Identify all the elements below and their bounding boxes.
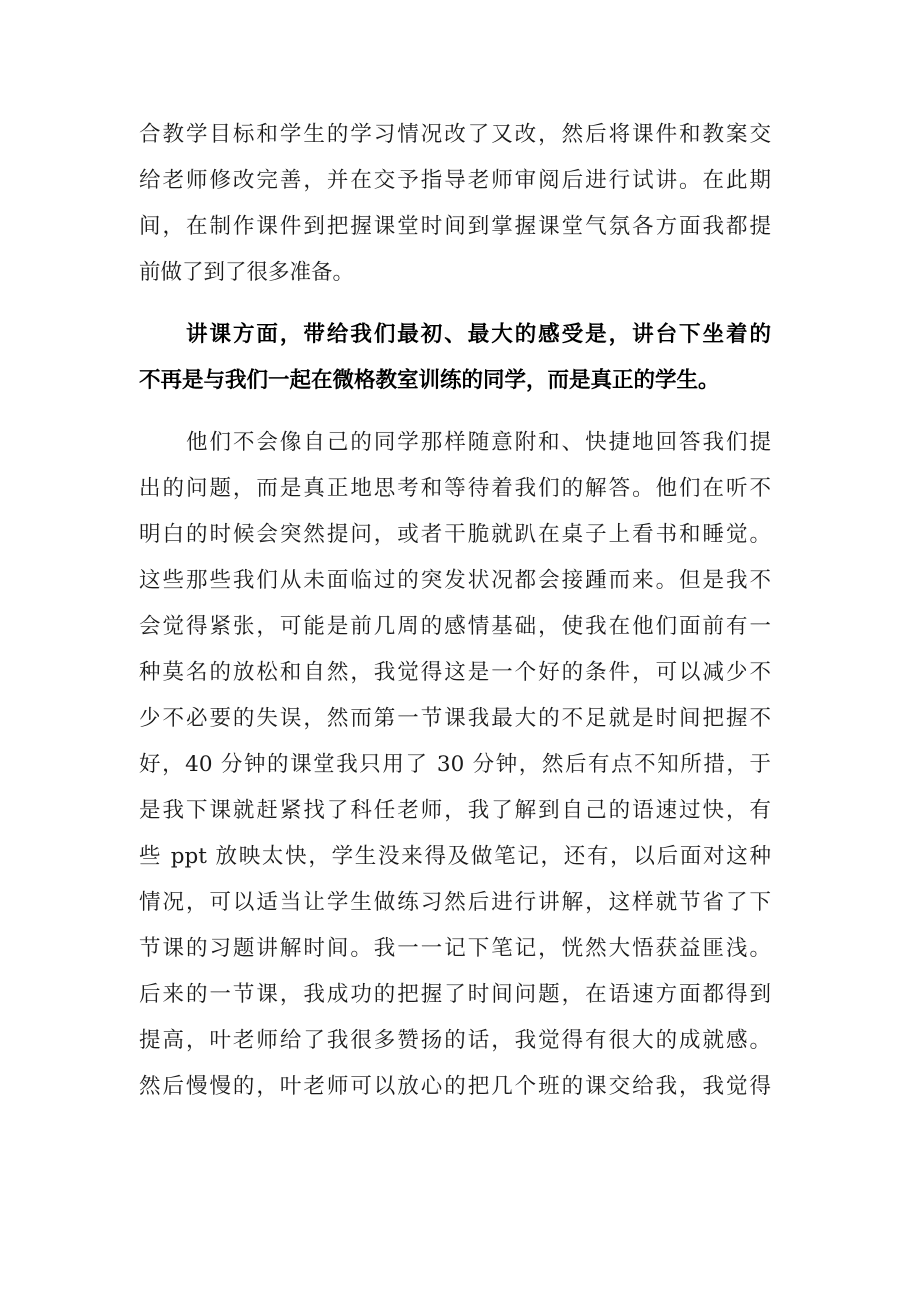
paragraph-1-line-2: 给老师修改完善，并在交予指导老师审阅后进行试讲。在此期: [139, 168, 771, 193]
paragraph-3-line-1: 他们不会像自己的同学那样随意附和、快捷地回答我们提: [186, 430, 771, 455]
paragraph-3-line-6: 种莫名的放松和自然，我觉得这是一个好的条件，可以减少不: [139, 660, 771, 685]
document-body: [139, 112, 771, 1110]
paragraph-1: [139, 112, 771, 296]
paragraph-1-line-3: 间，在制作课件到把握课堂时间到掌握课堂气氛各方面我都提: [139, 214, 771, 239]
paragraph-2-line-2: 不再是与我们一起在微格教室训练的同学，而是真正的学生。: [139, 368, 720, 393]
paragraph-2-line-1: 讲课方面，带给我们最初、最大的感受是，讲台下坐着的: [186, 322, 771, 347]
paragraph-3-line-14: 提高，叶老师给了我很多赞扬的话，我觉得有很大的成就感。: [139, 1028, 771, 1053]
paragraph-3-line-11: 情况，可以适当让学生做练习然后进行讲解，这样就节省了下: [139, 890, 771, 915]
paragraph-3-line-12: 节课的习题讲解时间。我一一记下笔记，恍然大悟获益匪浅。: [139, 936, 771, 961]
paragraph-3-line-15: 然后慢慢的，叶老师可以放心的把几个班的课交给我，我觉得: [139, 1074, 771, 1099]
paragraph-1-line-4: 前做了到了很多准备。: [139, 260, 355, 285]
paragraph-3-line-13: 后来的一节课，我成功的把握了时间问题，在语速方面都得到: [139, 982, 771, 1007]
paragraph-1-line-1: 合教学目标和学生的学习情况改了又改，然后将课件和教案交: [139, 122, 771, 147]
paragraph-3-line-4: 这些那些我们从未面临过的突发状况都会接踵而来。但是我不: [139, 568, 771, 593]
paragraph-3-line-3: 明白的时候会突然提问，或者干脆就趴在桌子上看书和睡觉。: [139, 522, 771, 547]
paragraph-3-line-9: 是我下课就赶紧找了科任老师，我了解到自己的语速过快，有: [139, 798, 771, 823]
paragraph-3-line-8: 好，40 分钟的课堂我只用了 30 分钟，然后有点不知所措，于: [139, 752, 771, 777]
paragraph-3: [139, 420, 771, 1110]
paragraph-2-bold: [139, 312, 771, 404]
paragraph-3-line-10: 些 ppt 放映太快，学生没来得及做笔记，还有，以后面对这种: [139, 844, 771, 869]
paragraph-3-line-7: 少不必要的失误，然而第一节课我最大的不足就是时间把握不: [139, 706, 771, 731]
paragraph-3-line-2: 出的问题，而是真正地思考和等待着我们的解答。他们在听不: [139, 476, 771, 501]
paragraph-3-line-5: 会觉得紧张，可能是前几周的感情基础，使我在他们面前有一: [139, 614, 771, 639]
